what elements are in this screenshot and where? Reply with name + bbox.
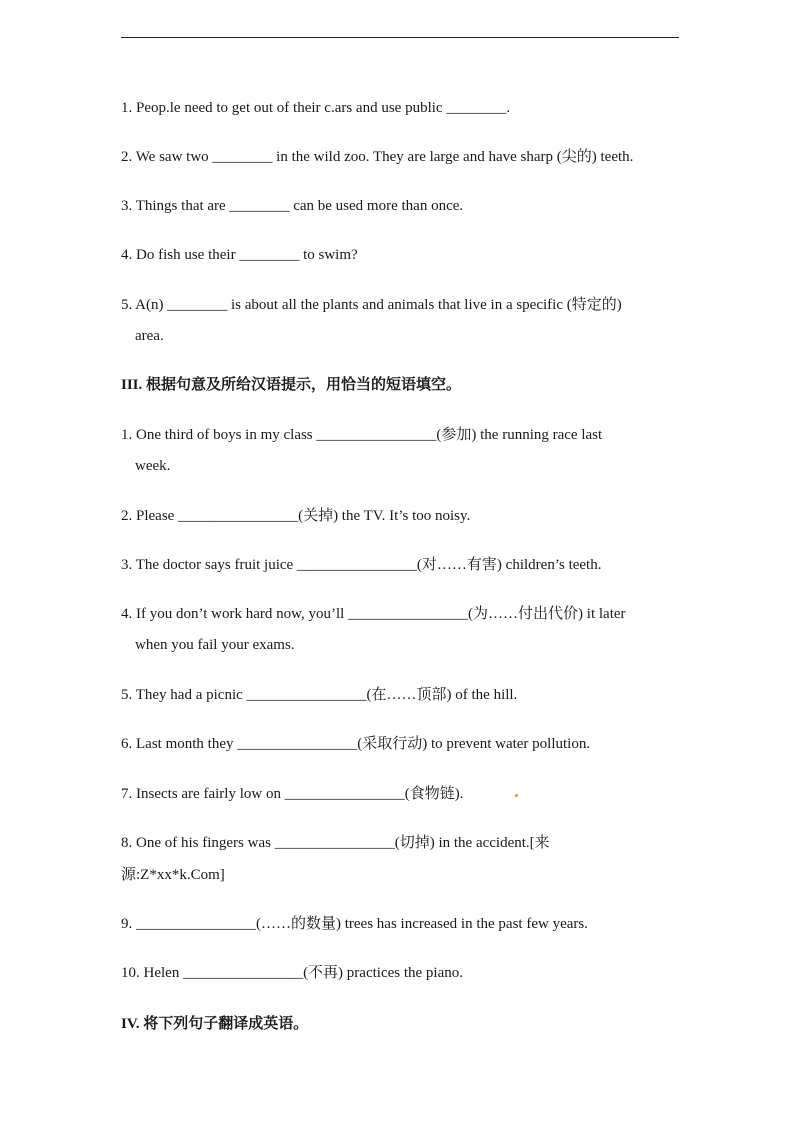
question-2-5-continued: area.: [135, 328, 164, 344]
section-3-heading: III. 根据句意及所给汉语提示，用恰当的短语填空。: [121, 377, 462, 393]
section-4-heading: IV. 将下列句子翻译成英语。: [121, 1016, 309, 1032]
question-2-5: 5. A(n) ________ is about all the plants and animals that live in a specific (特定的): [121, 297, 622, 313]
question-3-10: 10. Helen ________________(不再) practices the piano.: [121, 965, 464, 981]
question-3-1-continued: week.: [135, 458, 171, 474]
question-3-4: 4. If you don’t work hard now, you’ll ________________(为……付出代价) it later: [121, 606, 626, 622]
question-2-1: 1. Peop.le need to get out of their c.ars and use public ________.: [121, 100, 511, 116]
question-3-1: 1. One third of boys in my class ________________(参加) the running race last: [121, 427, 603, 443]
question-3-7: 7. Insects are fairly low on ________________(食物链).: [121, 786, 464, 802]
header-rule: [121, 37, 679, 38]
question-3-6: 6. Last month they ________________(采取行动) to prevent water pollution.: [121, 736, 591, 752]
question-2-3: 3. Things that are ________ can be used more than once.: [121, 198, 464, 214]
question-3-8: 8. One of his fingers was ________________(切掉) in the accident.[来: [121, 835, 550, 851]
stray-mark: [515, 794, 518, 797]
question-3-2: 2. Please ________________(关掉) the TV. It’s too noisy.: [121, 508, 471, 524]
question-3-5: 5. They had a picnic ________________(在……顶部) of the hill.: [121, 687, 518, 703]
question-3-8-continued: 源:Z*xx*k.Com]: [121, 867, 225, 883]
question-3-9: 9. ________________(……的数量) trees has increased in the past few years.: [121, 916, 588, 932]
question-2-4: 4. Do fish use their ________ to swim?: [121, 247, 358, 263]
question-3-4-continued: when you fail your exams.: [135, 637, 295, 653]
question-2-2: 2. We saw two ________ in the wild zoo. They are large and have sharp (尖的) teeth.: [121, 149, 634, 165]
question-3-3: 3. The doctor says fruit juice ________________(对……有害) children’s teeth.: [121, 557, 602, 573]
